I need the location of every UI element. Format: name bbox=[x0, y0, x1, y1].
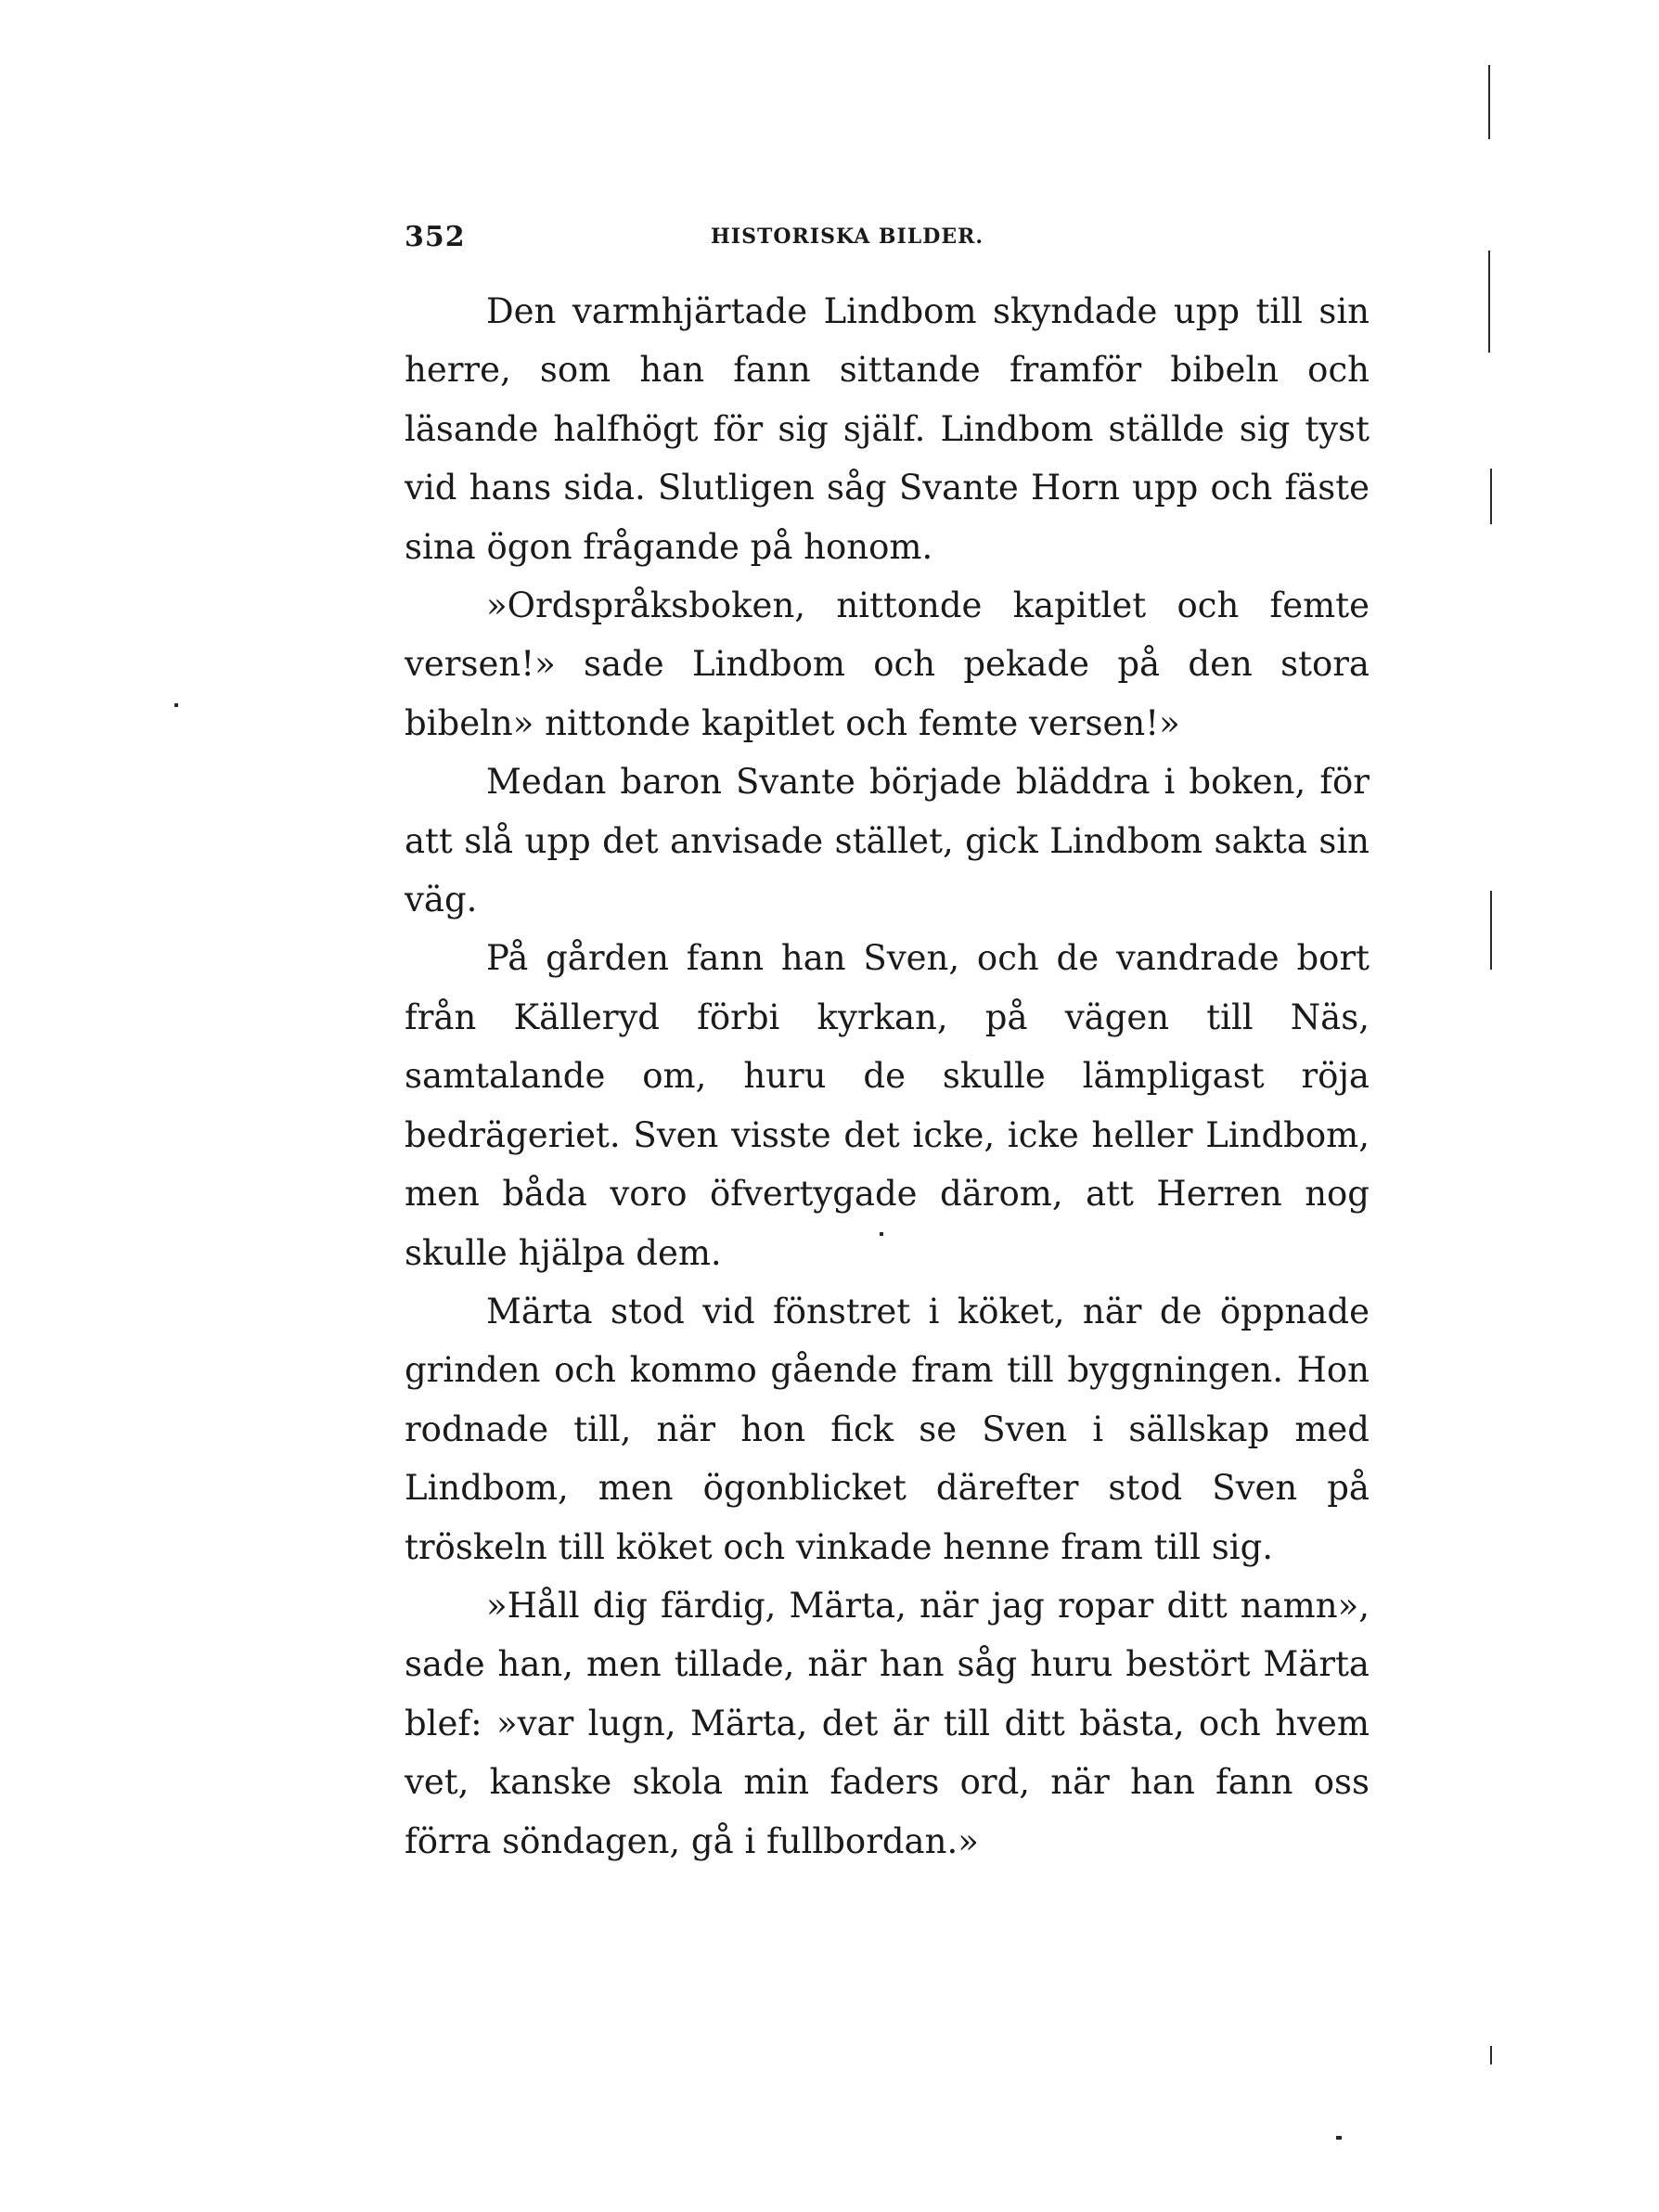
scan-artifact-line bbox=[1490, 891, 1492, 970]
running-header bbox=[405, 221, 1351, 258]
scan-artifact-dot bbox=[880, 1232, 883, 1236]
running-title: HISTORISKA BILDER. bbox=[711, 225, 984, 249]
scan-artifact-line bbox=[1490, 469, 1492, 524]
paragraph: »Håll dig färdig, Märta, när jag ropar ditt namn», sade han, men tillade, när han såg huru bestört Märta blef: »var lugn, Märta, det är till ditt bästa, och hvem vet, kanske skola min faders ord, när han fann oss förra söndagen, gå i fullbordan.» bbox=[405, 1585, 1370, 1861]
paragraph: Den varmhjärtade Lindbom skyndade upp till sin herre, som han fann sittande framför bibeln och läsande halfhögt för sig själf. Lindbom ställde sig tyst vid hans sida. Slutligen såg Svante Horn upp och fäste sina ögon frågande på honom. bbox=[405, 291, 1370, 567]
scan-artifact-dot bbox=[1336, 2136, 1342, 2140]
paragraph: Märta stod vid fönstret i köket, när de öppnade grinden och kommo gående fram till byggningen. Hon rodnade till, när hon fick se Sven i sällskap med Lindbom, men ögonblicket därefter stod Sven på tröskeln till köket och vinkade henne fram till sig. bbox=[405, 1291, 1370, 1567]
scan-artifact-dot bbox=[174, 703, 178, 707]
scan-artifact-line bbox=[1488, 65, 1490, 139]
body-text bbox=[405, 282, 1370, 1871]
page-number: 352 bbox=[405, 221, 466, 253]
scan-artifact-line bbox=[1488, 251, 1490, 353]
paragraph: Medan baron Svante började bläddra i boken, för att slå upp det anvisade stället, gick Lindbom sakta sin väg. bbox=[405, 762, 1370, 920]
scan-artifact-line bbox=[1490, 2046, 1492, 2064]
paragraph: »Ordspråksboken, nittonde kapitlet och femte versen!» sade Lindbom och pekade på den stora bibeln» nittonde kapitlet och femte versen!» bbox=[405, 585, 1370, 743]
paragraph: På gården fann han Sven, och de vandrade bort från Källeryd förbi kyrkan, på vägen till Näs, samtalande om, huru de skulle lämpligast röja bedrägeriet. Sven visste det icke, icke heller Lindbom, men båda voro öfvertygade därom, att Herren nog skulle hjälpa dem. bbox=[405, 938, 1370, 1273]
